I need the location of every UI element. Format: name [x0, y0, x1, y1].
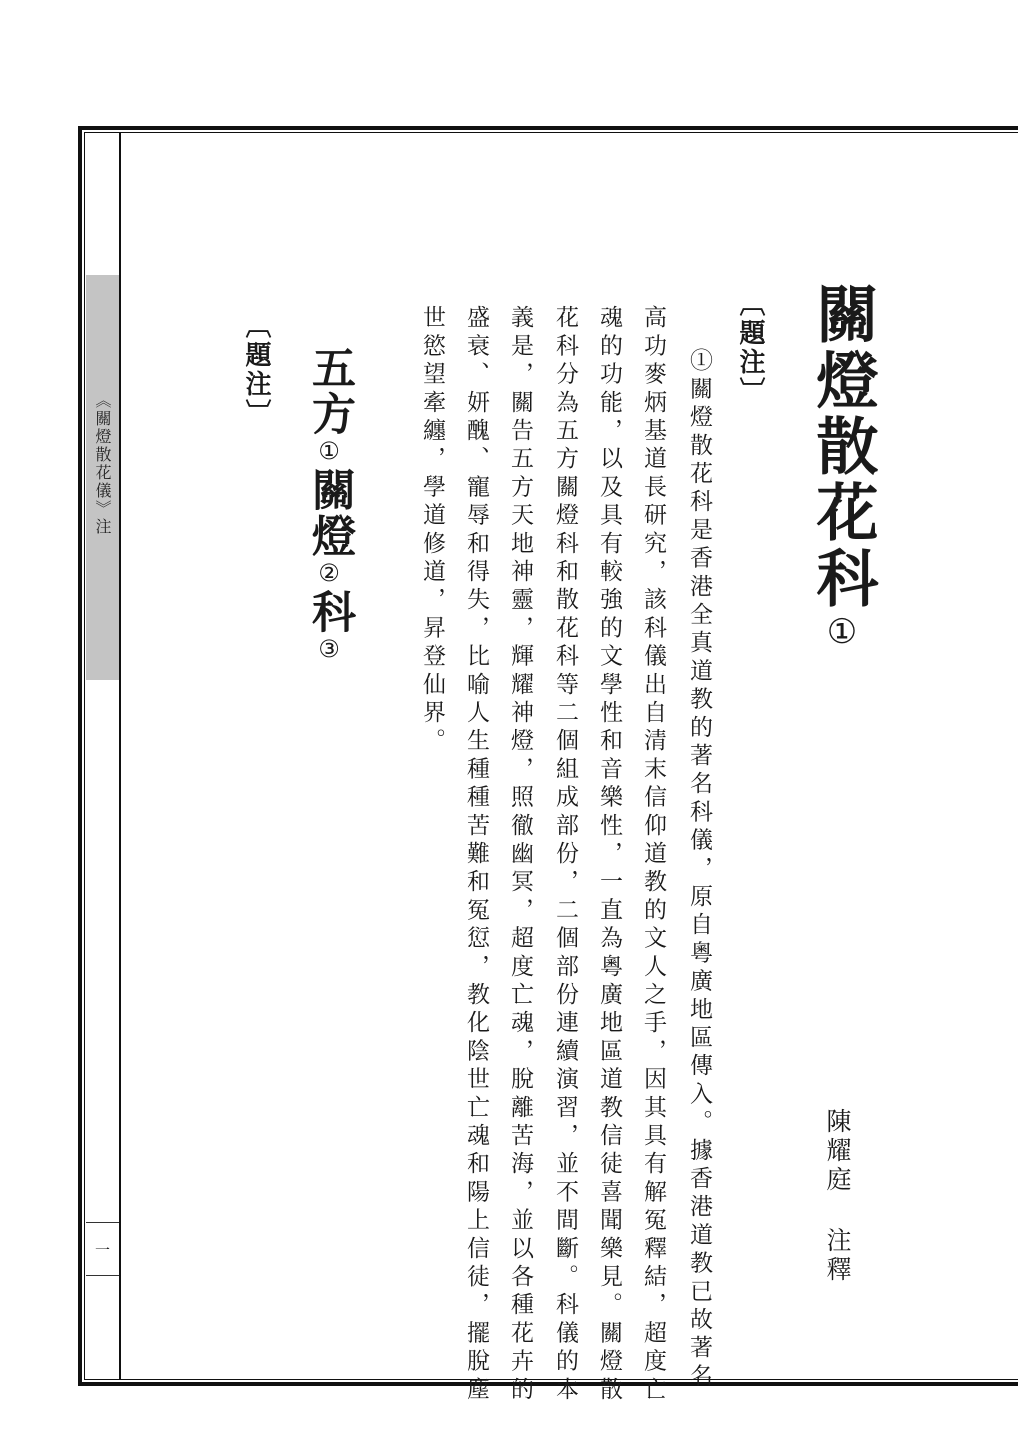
- margin-rule: [119, 132, 121, 1380]
- author-name: 陳耀庭: [823, 1108, 852, 1195]
- section-title-part-1: 五方: [304, 345, 355, 437]
- section-title-note-1: ①: [315, 437, 343, 467]
- section-note-heading: 〔題注〕: [735, 290, 765, 406]
- section-title-note-2: ②: [315, 559, 343, 589]
- body-column-2: 高功麥炳基道長研究，該科儀出自清末信仰道教的文人之手，因其具有解冤釋結，超度亡: [640, 305, 666, 1405]
- body-column-7: 世慾望牽纏，學道修道，昇登仙界。: [419, 305, 445, 757]
- section-title-part-3: 科: [304, 589, 355, 635]
- page-number: 一: [86, 1222, 119, 1276]
- subsection-note-heading: 〔題注〕: [241, 312, 271, 428]
- page-title-text: 關燈散花科: [806, 282, 879, 612]
- body-column-4: 花科分為五方關燈科和散花科等二個組成部份，二個部份連續演習，並不間斷。科儀的本: [552, 305, 578, 1405]
- section-title: [304, 345, 354, 665]
- section-title-note-3: ③: [315, 635, 343, 665]
- section-title-part-2: 關燈: [304, 467, 355, 559]
- body-column-3: 魂的功能，以及具有較強的文學性和音樂性，一直為粵廣地區道教信徒喜聞樂見。關燈散: [596, 305, 622, 1405]
- body-column-6: 盛衰、妍醜、寵辱和得失，比喻人生種種苦難和冤愆，教化陰世亡魂和陽上信徒，擺脫塵: [463, 305, 489, 1405]
- title-note-marker: ①: [822, 612, 862, 656]
- side-tab-label: 《關燈散花儀》注: [93, 392, 112, 536]
- author-role: 注釋: [823, 1227, 852, 1285]
- author-credit: [822, 1108, 852, 1285]
- page-title: [806, 282, 879, 656]
- body-column-1: ①關燈散花科是香港全真道教的著名科儀，原自粵廣地區傳入。據香港道教已故著名: [686, 348, 712, 1392]
- body-column-5: 義是，關告五方天地神靈，輝耀神燈，照徹幽冥，超度亡魂，脫離苦海，並以各種花卉的: [507, 305, 533, 1405]
